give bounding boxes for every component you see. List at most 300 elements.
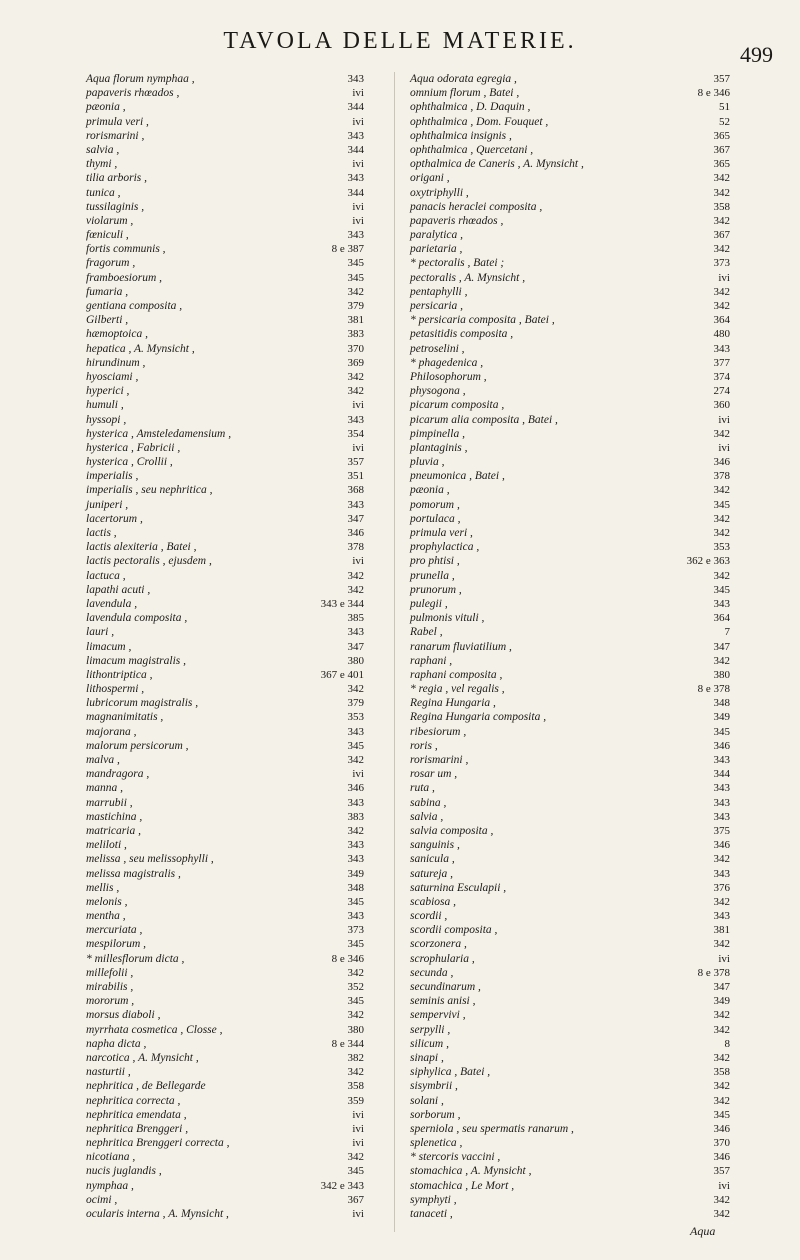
index-entry bbox=[410, 824, 730, 838]
entry-term: lactis pectoralis , ejusdem , bbox=[86, 555, 212, 568]
entry-term: millefolii , bbox=[86, 966, 134, 979]
entry-term: limacum magistralis , bbox=[86, 654, 186, 667]
index-entry bbox=[410, 909, 730, 923]
entry-term: myrrhata cosmetica , Closse , bbox=[86, 1023, 223, 1036]
entry-page-ref: 343 e 344 bbox=[320, 597, 364, 610]
entry-term: nucis juglandis , bbox=[86, 1165, 162, 1178]
entry-term: papaveris rhœados , bbox=[86, 87, 180, 100]
entry-term: ocimi , bbox=[86, 1193, 118, 1206]
entry-page-ref: 342 bbox=[713, 512, 730, 525]
entry-term: opthalmica de Caneris , A. Mynsicht , bbox=[410, 158, 584, 171]
entry-page-ref: 342 bbox=[713, 186, 730, 199]
entry-term: mandragora , bbox=[86, 768, 150, 781]
index-entry bbox=[86, 526, 386, 540]
entry-page-ref: 343 bbox=[713, 867, 730, 880]
entry-page-ref: 383 bbox=[347, 810, 364, 823]
index-entry bbox=[410, 923, 730, 937]
entry-page-ref: 342 bbox=[713, 300, 730, 312]
entry-term: silicum , bbox=[410, 1037, 449, 1050]
entry-term: hysterica , Crollii , bbox=[86, 456, 173, 469]
entry-term: lapathi acuti , bbox=[86, 583, 151, 596]
entry-page-ref: 8 bbox=[724, 1037, 730, 1050]
index-entry bbox=[410, 526, 730, 540]
index-entry bbox=[86, 143, 386, 157]
index-entry bbox=[86, 1108, 386, 1122]
index-entry bbox=[86, 980, 386, 994]
entry-term: hyssopi , bbox=[86, 413, 127, 426]
index-entry bbox=[86, 781, 386, 795]
entry-term: ruta , bbox=[410, 782, 435, 795]
entry-page-ref: ivi bbox=[718, 1179, 730, 1192]
entry-page-ref: 345 bbox=[713, 583, 730, 596]
entry-term: malorum persicorum , bbox=[86, 739, 189, 752]
entry-page-ref: 343 bbox=[347, 796, 364, 809]
index-entry bbox=[86, 441, 386, 455]
entry-page-ref: 345 bbox=[347, 895, 364, 908]
index-entry bbox=[410, 682, 730, 696]
entry-term: lactuca , bbox=[86, 569, 126, 582]
entry-term: Regina Hungaria , bbox=[410, 697, 496, 710]
entry-term: secunda , bbox=[410, 966, 454, 979]
entry-page-ref: 348 bbox=[347, 881, 364, 894]
index-entry bbox=[410, 285, 730, 299]
entry-term: * regia , vel regalis , bbox=[410, 683, 505, 696]
index-entry bbox=[86, 994, 386, 1008]
entry-term: oxytriphylli , bbox=[410, 186, 469, 199]
entry-term: lauri , bbox=[86, 626, 115, 639]
index-entry bbox=[410, 228, 730, 242]
index-entry bbox=[86, 597, 386, 611]
entry-page-ref: 345 bbox=[347, 995, 364, 1008]
index-entry bbox=[86, 100, 386, 114]
entry-term: nicotiana , bbox=[86, 1151, 136, 1164]
index-entry bbox=[410, 1079, 730, 1093]
entry-page-ref: ivi bbox=[352, 555, 364, 568]
index-entry bbox=[86, 881, 386, 895]
entry-page-ref: 343 bbox=[347, 129, 364, 142]
entry-page-ref: 345 bbox=[347, 739, 364, 752]
entry-page-ref: 383 bbox=[347, 328, 364, 341]
entry-term: stomachica , A. Mynsicht , bbox=[410, 1165, 532, 1178]
entry-term: nasturtii , bbox=[86, 1066, 131, 1079]
entry-page-ref: 348 bbox=[713, 697, 730, 710]
index-entry bbox=[410, 867, 730, 881]
entry-term: fortis communis , bbox=[86, 243, 166, 256]
page-number: 499 bbox=[740, 42, 773, 67]
entry-term: hysterica , Amsteledamensium , bbox=[86, 427, 232, 440]
index-entry bbox=[86, 285, 386, 299]
entry-term: mespilorum , bbox=[86, 938, 147, 951]
index-entry bbox=[86, 952, 386, 966]
entry-page-ref: 344 bbox=[347, 186, 364, 199]
entry-page-ref: 344 bbox=[713, 768, 730, 781]
entry-term: sisymbrii , bbox=[410, 1080, 458, 1093]
index-entry bbox=[86, 909, 386, 923]
entry-page-ref: 346 bbox=[347, 782, 364, 795]
index-entry bbox=[410, 1008, 730, 1022]
index-entry bbox=[410, 115, 730, 129]
entry-term: omnium florum , Batei , bbox=[410, 87, 520, 100]
index-entry bbox=[86, 1207, 386, 1221]
index-entry bbox=[410, 852, 730, 866]
entry-page-ref: 342 bbox=[713, 1080, 730, 1093]
index-entry bbox=[410, 810, 730, 824]
entry-page-ref: 342 bbox=[347, 1009, 364, 1022]
entry-page-ref: 343 bbox=[347, 626, 364, 639]
index-entry bbox=[86, 256, 386, 270]
index-entry bbox=[86, 682, 386, 696]
entry-term: satureja , bbox=[410, 867, 454, 880]
entry-term: ophthalmica , Dom. Fouquet , bbox=[410, 115, 549, 128]
index-entry bbox=[86, 398, 386, 412]
index-entry bbox=[86, 554, 386, 568]
entry-page-ref: 345 bbox=[347, 938, 364, 951]
entry-page-ref: 343 bbox=[347, 498, 364, 511]
entry-term: plantaginis , bbox=[410, 441, 468, 454]
entry-page-ref: 374 bbox=[713, 370, 730, 383]
entry-term: thymi , bbox=[86, 158, 118, 171]
entry-page-ref: 342 bbox=[713, 527, 730, 539]
index-entry bbox=[86, 186, 386, 200]
entry-page-ref: 343 bbox=[347, 172, 364, 185]
entry-term: imperialis , seu nephritica , bbox=[86, 484, 213, 497]
index-entry bbox=[86, 1179, 386, 1193]
entry-page-ref: 345 bbox=[347, 257, 364, 270]
entry-page-ref: 382 bbox=[347, 1051, 364, 1064]
index-entry bbox=[410, 256, 730, 270]
index-entry bbox=[86, 583, 386, 597]
index-entry bbox=[86, 413, 386, 427]
entry-term: ribesiorum , bbox=[410, 725, 467, 738]
entry-page-ref: 375 bbox=[713, 824, 730, 837]
index-entry bbox=[86, 654, 386, 668]
index-entry bbox=[410, 342, 730, 356]
entry-page-ref: ivi bbox=[352, 87, 364, 100]
entry-page-ref: ivi bbox=[718, 271, 730, 284]
entry-term: ophthalmica , D. Daquin , bbox=[410, 101, 531, 114]
index-entry bbox=[86, 824, 386, 838]
entry-term: papaveris rhœados , bbox=[410, 214, 504, 227]
index-entry bbox=[86, 242, 386, 256]
entry-term: pectoralis , A. Mynsicht , bbox=[410, 271, 526, 284]
entry-term: panacis heraclei composita , bbox=[410, 200, 543, 213]
entry-page-ref: 342 bbox=[713, 1009, 730, 1022]
entry-page-ref: 345 bbox=[713, 1108, 730, 1121]
entry-term: picarum alia composita , Batei , bbox=[410, 413, 558, 426]
entry-page-ref: 343 bbox=[347, 910, 364, 923]
entry-term: lithospermi , bbox=[86, 683, 145, 696]
entry-term: parietaria , bbox=[410, 243, 463, 256]
entry-term: melonis , bbox=[86, 895, 128, 908]
index-entry bbox=[86, 356, 386, 370]
entry-term: pæonia , bbox=[410, 484, 450, 497]
entry-term: pæonia , bbox=[86, 101, 126, 114]
index-entry bbox=[86, 72, 386, 86]
index-entry bbox=[86, 710, 386, 724]
entry-term: mastichina , bbox=[86, 810, 143, 823]
entry-page-ref: 379 bbox=[347, 697, 364, 710]
entry-term: siphylica , Batei , bbox=[410, 1066, 491, 1079]
entry-term: lavendula composita , bbox=[86, 612, 188, 625]
entry-page-ref: 347 bbox=[713, 981, 730, 993]
index-entry bbox=[86, 625, 386, 639]
entry-term: pimpinella , bbox=[410, 427, 465, 440]
entry-term: juniperi , bbox=[86, 498, 129, 511]
entry-term: lacertorum , bbox=[86, 512, 143, 525]
index-entry bbox=[410, 1207, 730, 1221]
entry-term: fumaria , bbox=[86, 285, 129, 298]
entry-page-ref: ivi bbox=[352, 214, 364, 227]
entry-page-ref: 343 bbox=[347, 73, 364, 85]
entry-term: magnanimitatis , bbox=[86, 711, 164, 724]
entry-term: sorborum , bbox=[410, 1108, 461, 1121]
entry-term: primula veri , bbox=[410, 527, 473, 539]
index-entry bbox=[410, 625, 730, 639]
index-entry bbox=[86, 271, 386, 285]
entry-term: * millesflorum dicta , bbox=[86, 952, 185, 965]
entry-page-ref: 342 bbox=[713, 654, 730, 667]
entry-page-ref: 342 bbox=[713, 214, 730, 227]
entry-term: stomachica , Le Mort , bbox=[410, 1179, 515, 1192]
index-entry bbox=[410, 72, 730, 86]
entry-page-ref: 342 bbox=[347, 385, 364, 398]
entry-term: lithontriptica , bbox=[86, 668, 153, 681]
entry-term: petroselini , bbox=[410, 342, 465, 355]
index-entry bbox=[86, 1193, 386, 1207]
index-entry bbox=[86, 1037, 386, 1051]
entry-page-ref: 8 e 344 bbox=[331, 1037, 364, 1050]
entry-page-ref: 385 bbox=[347, 612, 364, 625]
index-entry bbox=[410, 1193, 730, 1207]
entry-term: hæmoptoica , bbox=[86, 328, 148, 341]
entry-term: humuli , bbox=[86, 399, 124, 412]
entry-term: portulaca , bbox=[410, 512, 461, 525]
index-entry bbox=[410, 441, 730, 455]
entry-term: mirabilis , bbox=[86, 981, 134, 993]
entry-page-ref: 343 bbox=[347, 853, 364, 866]
entry-page-ref: 358 bbox=[713, 200, 730, 213]
entry-term: majorana , bbox=[86, 725, 137, 738]
index-entry bbox=[86, 569, 386, 583]
entry-term: lactis , bbox=[86, 527, 117, 539]
entry-page-ref: ivi bbox=[352, 441, 364, 454]
index-entry bbox=[86, 327, 386, 341]
entry-page-ref: 342 bbox=[347, 285, 364, 298]
entry-term: lactis alexiteria , Batei , bbox=[86, 541, 197, 554]
entry-page-ref: 347 bbox=[713, 640, 730, 653]
entry-term: mercuriata , bbox=[86, 924, 143, 937]
entry-term: limacum , bbox=[86, 640, 132, 653]
entry-page-ref: 347 bbox=[347, 512, 364, 525]
entry-page-ref: 346 bbox=[713, 1151, 730, 1164]
index-entry bbox=[410, 1164, 730, 1178]
entry-term: sempervivi , bbox=[410, 1009, 466, 1022]
entry-page-ref: 354 bbox=[347, 427, 364, 440]
entry-term: fœniculi , bbox=[86, 229, 129, 242]
entry-page-ref: 367 bbox=[713, 143, 730, 156]
entry-page-ref: 342 bbox=[713, 484, 730, 497]
entry-term: salvia , bbox=[86, 143, 120, 156]
entry-page-ref: 8 e 378 bbox=[697, 966, 730, 979]
index-entry bbox=[86, 753, 386, 767]
index-entry bbox=[410, 512, 730, 526]
index-entry bbox=[410, 994, 730, 1008]
entry-page-ref: 343 bbox=[713, 782, 730, 795]
index-entry bbox=[410, 980, 730, 994]
entry-page-ref: 360 bbox=[713, 399, 730, 412]
entry-term: lubricorum magistralis , bbox=[86, 697, 199, 710]
index-entry bbox=[86, 937, 386, 951]
entry-term: nephritica , de Bellegarde bbox=[86, 1080, 206, 1093]
entry-term: mentha , bbox=[86, 910, 126, 923]
entry-term: morsus diaboli , bbox=[86, 1009, 161, 1022]
entry-term: raphani , bbox=[410, 654, 453, 667]
index-entry bbox=[410, 540, 730, 554]
index-entry bbox=[410, 398, 730, 412]
entry-page-ref: 373 bbox=[713, 257, 730, 270]
entry-term: nephritica correcta , bbox=[86, 1094, 181, 1107]
entry-term: marrubii , bbox=[86, 796, 133, 809]
column-divider bbox=[394, 72, 395, 1232]
index-entry bbox=[86, 923, 386, 937]
entry-page-ref: 343 bbox=[713, 754, 730, 766]
index-entry bbox=[410, 1122, 730, 1136]
entry-term: persicaria , bbox=[410, 300, 464, 312]
entry-term: tussilaginis , bbox=[86, 200, 145, 213]
entry-page-ref: 8 e 346 bbox=[697, 87, 730, 100]
catchword: Aqua bbox=[690, 1224, 716, 1238]
index-entry bbox=[410, 1037, 730, 1051]
index-entry bbox=[410, 796, 730, 810]
entry-page-ref: ivi bbox=[352, 158, 364, 171]
index-entry bbox=[86, 228, 386, 242]
entry-term: petasitidis composita , bbox=[410, 328, 514, 341]
entry-page-ref: 343 bbox=[347, 413, 364, 426]
entry-page-ref: 346 bbox=[713, 739, 730, 752]
index-entry bbox=[410, 654, 730, 668]
index-entry bbox=[86, 1065, 386, 1079]
index-entry bbox=[410, 100, 730, 114]
entry-term: solani , bbox=[410, 1094, 444, 1107]
index-entry bbox=[410, 583, 730, 597]
entry-page-ref: 342 bbox=[347, 966, 364, 979]
entry-page-ref: 342 bbox=[347, 754, 364, 766]
index-entry bbox=[410, 952, 730, 966]
index-entry bbox=[410, 1094, 730, 1108]
entry-term: tanaceti , bbox=[410, 1208, 453, 1220]
index-entry bbox=[410, 171, 730, 185]
index-entry bbox=[410, 356, 730, 370]
index-entry bbox=[410, 1023, 730, 1037]
entry-page-ref: 346 bbox=[713, 456, 730, 469]
index-entry bbox=[410, 881, 730, 895]
index-entry bbox=[86, 611, 386, 625]
entry-page-ref: 342 bbox=[713, 1193, 730, 1206]
entry-term: tunica , bbox=[86, 186, 121, 199]
entry-term: pulegii , bbox=[410, 597, 448, 610]
index-entry bbox=[86, 867, 386, 881]
entry-page-ref: 358 bbox=[347, 1080, 364, 1093]
index-entry bbox=[410, 157, 730, 171]
entry-page-ref: 365 bbox=[713, 158, 730, 171]
entry-page-ref: 365 bbox=[713, 129, 730, 142]
index-entry bbox=[410, 214, 730, 228]
index-entry bbox=[86, 1150, 386, 1164]
entry-page-ref: 342 bbox=[347, 370, 364, 383]
entry-page-ref: 342 bbox=[713, 427, 730, 440]
entry-term: pomorum , bbox=[410, 498, 460, 511]
entry-page-ref: 51 bbox=[719, 101, 730, 114]
entry-page-ref: ivi bbox=[352, 1122, 364, 1135]
index-entry bbox=[86, 696, 386, 710]
entry-page-ref: 346 bbox=[713, 839, 730, 852]
entry-term: * persicaria composita , Batei , bbox=[410, 314, 555, 327]
index-entry bbox=[410, 781, 730, 795]
index-entry bbox=[410, 299, 730, 313]
index-entry bbox=[410, 200, 730, 214]
entry-term: * pectoralis , Batei ; bbox=[410, 257, 505, 270]
index-entry bbox=[86, 852, 386, 866]
entry-term: Regina Hungaria composita , bbox=[410, 711, 547, 724]
index-entry bbox=[86, 342, 386, 356]
entry-term: pulmonis vituli , bbox=[410, 612, 485, 625]
entry-term: ophthalmica , Quercetani , bbox=[410, 143, 534, 156]
entry-page-ref: 342 bbox=[713, 1051, 730, 1064]
entry-term: imperialis , bbox=[86, 470, 139, 483]
entry-page-ref: 8 e 378 bbox=[697, 683, 730, 696]
entry-page-ref: 359 bbox=[347, 1094, 364, 1107]
index-entry bbox=[86, 1094, 386, 1108]
index-entry bbox=[410, 129, 730, 143]
index-entry bbox=[86, 86, 386, 100]
entry-term: ophthalmica insignis , bbox=[410, 129, 512, 142]
entry-page-ref: ivi bbox=[352, 115, 364, 128]
entry-page-ref: 380 bbox=[713, 668, 730, 681]
entry-page-ref: 357 bbox=[713, 73, 730, 85]
entry-term: prophylactica , bbox=[410, 541, 480, 554]
entry-term: matricaria , bbox=[86, 824, 141, 837]
index-entry bbox=[410, 640, 730, 654]
entry-page-ref: 369 bbox=[347, 356, 364, 369]
entry-page-ref: 370 bbox=[347, 342, 364, 355]
entry-page-ref: 364 bbox=[713, 314, 730, 327]
entry-page-ref: ivi bbox=[352, 768, 364, 781]
entry-term: nephritica Brenggeri correcta , bbox=[86, 1137, 230, 1150]
index-entry bbox=[86, 540, 386, 554]
entry-page-ref: 351 bbox=[347, 470, 364, 483]
entry-page-ref: 342 bbox=[347, 1151, 364, 1164]
entry-term: Aqua florum nymphaa , bbox=[86, 73, 195, 85]
index-entry bbox=[410, 1065, 730, 1079]
index-entry bbox=[86, 767, 386, 781]
entry-term: Aqua odorata egregia , bbox=[410, 73, 517, 85]
index-entry bbox=[86, 512, 386, 526]
entry-page-ref: 343 bbox=[713, 342, 730, 355]
entry-page-ref: ivi bbox=[718, 413, 730, 426]
entry-page-ref: 352 bbox=[347, 981, 364, 993]
entry-page-ref: 345 bbox=[713, 725, 730, 738]
index-entry bbox=[86, 157, 386, 171]
entry-term: sabina , bbox=[410, 796, 447, 809]
entry-term: * phagedenica , bbox=[410, 356, 484, 369]
entry-page-ref: 343 bbox=[713, 810, 730, 823]
index-entry bbox=[410, 384, 730, 398]
entry-term: napha dicta , bbox=[86, 1037, 147, 1050]
index-entry bbox=[410, 483, 730, 497]
entry-page-ref: 342 bbox=[713, 172, 730, 185]
index-entry bbox=[410, 739, 730, 753]
entry-term: nymphaa , bbox=[86, 1179, 134, 1192]
